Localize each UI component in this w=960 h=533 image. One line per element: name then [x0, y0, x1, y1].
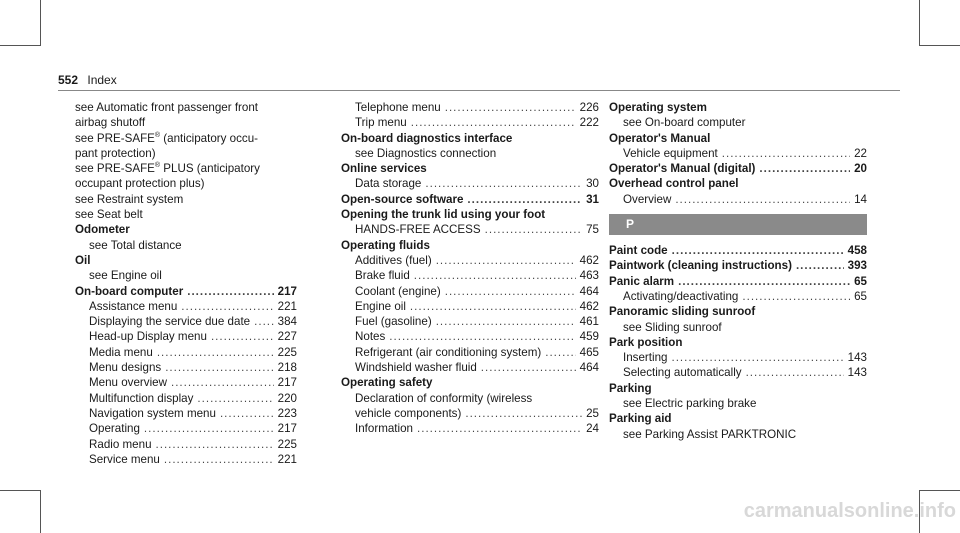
page-ref: 24	[586, 422, 599, 436]
entry-term: Assistance menu	[89, 299, 178, 313]
page-ref: 25	[586, 406, 599, 420]
index-entry	[75, 375, 297, 390]
page-ref: 463	[579, 269, 599, 283]
index-entry	[75, 421, 297, 436]
leader-dots	[722, 146, 850, 161]
index-entry	[341, 146, 599, 161]
leader-dots	[671, 350, 843, 365]
index-entry	[341, 115, 599, 130]
index-entry-heading	[609, 100, 867, 115]
index-entry-heading	[341, 131, 599, 146]
crop-mark	[919, 45, 960, 46]
index-column-2	[341, 100, 599, 437]
index-column-1	[75, 100, 297, 467]
index-entry	[75, 176, 297, 191]
leader-dots	[389, 329, 575, 344]
page-ref: 75	[586, 223, 599, 237]
entry-term: Operator's Manual	[609, 131, 711, 145]
leader-dots	[742, 289, 850, 304]
entry-term: see Automatic front passenger front	[75, 101, 259, 114]
entry-term: Engine oil	[355, 299, 406, 313]
index-entry	[341, 284, 599, 299]
entry-term: Activating/deactivating	[623, 289, 739, 303]
page-ref: 22	[854, 146, 867, 160]
watermark: carmanualsonline.info	[743, 500, 956, 522]
index-entry	[341, 222, 599, 237]
page-ref: 217	[277, 422, 297, 436]
page-ref: 220	[277, 391, 297, 405]
entry-term: Notes	[355, 330, 386, 344]
page-ref: 226	[579, 101, 599, 114]
leader-dots	[445, 100, 576, 115]
leader-dots	[165, 360, 273, 375]
page-ref: 14	[854, 192, 867, 206]
leader-dots	[144, 421, 274, 436]
entry-term: Operating system	[609, 101, 707, 114]
entry-term: Navigation system menu	[89, 406, 216, 420]
index-entry	[341, 406, 599, 421]
index-entry-heading	[609, 176, 867, 191]
entry-term: see Electric parking brake	[623, 397, 757, 411]
entry-term: Refrigerant (air conditioning system)	[355, 345, 542, 359]
entry-term: Coolant (engine)	[355, 284, 441, 298]
entry-term: Paint code	[609, 244, 668, 258]
index-entry-heading	[609, 161, 867, 176]
entry-term: On-board diagnostics interface	[341, 131, 513, 145]
page-ref: 223	[277, 406, 297, 420]
index-entry	[609, 192, 867, 207]
entry-term: Online services	[341, 162, 427, 176]
entry-term: Park position	[609, 335, 683, 349]
page-ref: 462	[579, 299, 599, 313]
index-entry	[75, 131, 297, 146]
entry-term: Information	[355, 422, 413, 436]
leader-dots	[465, 406, 582, 421]
page-header	[58, 73, 117, 87]
crop-mark	[0, 45, 41, 46]
index-entry	[75, 100, 297, 115]
index-column-3	[609, 100, 867, 442]
registered-mark: ®	[154, 162, 161, 170]
index-entry-heading	[609, 304, 867, 319]
entry-term: Telephone menu	[355, 101, 441, 114]
index-entry-heading	[341, 207, 599, 222]
entry-term: Panoramic sliding sunroof	[609, 305, 756, 319]
page-ref: 217	[277, 284, 297, 298]
page-ref: 458	[847, 244, 867, 258]
index-entry	[341, 314, 599, 329]
index-entry	[609, 289, 867, 304]
index-entry	[75, 391, 297, 406]
index-entry-heading	[75, 253, 297, 268]
page-ref: 464	[579, 284, 599, 298]
entry-term: Head-up Display menu	[89, 330, 207, 344]
page-ref: 221	[277, 452, 297, 466]
index-entry-heading	[341, 375, 599, 390]
entry-term: Menu designs	[89, 361, 162, 375]
index-entry	[341, 421, 599, 436]
leader-dots	[181, 299, 273, 314]
entry-term: Displaying the service due date	[89, 315, 251, 329]
entry-term: see Total distance	[89, 238, 182, 252]
page-ref: 65	[854, 274, 867, 288]
page-ref: 225	[277, 437, 297, 451]
leader-dots	[675, 192, 850, 207]
entry-term: airbag shutoff	[75, 116, 146, 130]
entry-term: Open-source software	[341, 192, 464, 206]
index-entry	[609, 396, 867, 411]
leader-dots	[411, 115, 576, 130]
leader-dots	[672, 243, 844, 258]
entry-term: Media menu	[89, 345, 153, 359]
index-entry-heading	[609, 274, 867, 289]
entry-term: see PRE-SAFE	[75, 162, 155, 176]
index-entry	[75, 345, 297, 360]
crop-mark	[40, 490, 41, 533]
entry-term: Oil	[75, 253, 91, 267]
index-entry	[341, 100, 599, 115]
leader-dots	[445, 284, 576, 299]
leader-dots	[436, 253, 576, 268]
page-ref: 143	[847, 366, 867, 380]
page-ref: 464	[579, 361, 599, 375]
entry-term: see On-board computer	[623, 116, 746, 130]
page-ref: 462	[579, 253, 599, 267]
crop-mark	[0, 490, 41, 491]
index-entry	[75, 161, 297, 176]
entry-term: pant protection)	[75, 146, 156, 160]
index-entry	[341, 391, 599, 406]
page-ref: 222	[579, 116, 599, 130]
leader-dots	[220, 406, 274, 421]
index-entry	[609, 427, 867, 442]
entry-term: see PRE-SAFE	[75, 131, 155, 145]
entry-term: Additives (fuel)	[355, 253, 432, 267]
entry-term: Fuel (gasoline)	[355, 315, 432, 329]
page-ref: 384	[277, 315, 297, 329]
index-entry	[341, 253, 599, 268]
entry-term: Inserting	[623, 351, 668, 365]
entry-term-cont: PLUS (anticipatory	[160, 162, 260, 176]
index-entry-heading	[609, 381, 867, 396]
entry-term: Multifunction display	[89, 391, 194, 405]
leader-dots	[796, 258, 844, 273]
entry-term: Overview	[623, 192, 672, 206]
entry-term: see Parking Assist PARKTRONIC	[623, 427, 797, 441]
leader-dots	[211, 329, 274, 344]
page-ref: 225	[277, 345, 297, 359]
index-entry-heading	[609, 411, 867, 426]
index-entry	[341, 176, 599, 191]
entry-term: Paintwork (cleaning instructions)	[609, 259, 792, 273]
index-entry	[75, 192, 297, 207]
index-entry	[75, 452, 297, 467]
index-entry	[75, 406, 297, 421]
registered-mark: ®	[154, 131, 161, 139]
entry-term: Trip menu	[355, 116, 407, 130]
entry-term: Vehicle equipment	[623, 146, 718, 160]
entry-term: Data storage	[355, 177, 422, 191]
entry-term: Radio menu	[89, 437, 152, 451]
entry-term: Selecting automatically	[623, 366, 742, 380]
leader-dots	[156, 437, 274, 452]
leader-dots	[164, 452, 274, 467]
letter-heading: P	[609, 214, 867, 235]
leader-dots	[425, 176, 582, 191]
page-ref: 65	[854, 289, 867, 303]
entry-term: Windshield washer fluid	[355, 361, 477, 375]
leader-dots	[485, 222, 582, 237]
entry-term: Opening the trunk lid using your foot	[341, 208, 546, 222]
page-ref: 461	[579, 315, 599, 329]
entry-term: Operator's Manual (digital)	[609, 162, 756, 176]
leader-dots	[481, 360, 576, 375]
entry-term: Operating safety	[341, 376, 433, 390]
entry-term: Overhead control panel	[609, 177, 739, 191]
leader-dots	[746, 365, 844, 380]
leader-dots	[171, 375, 274, 390]
entry-term: On-board computer	[75, 284, 184, 298]
index-entry	[75, 268, 297, 283]
leader-dots	[197, 391, 273, 406]
entry-term-cont: (anticipatory occu-	[160, 131, 259, 145]
index-entry	[609, 115, 867, 130]
entry-term: occupant protection plus)	[75, 177, 205, 191]
entry-term: Declaration of conformity (wireless	[355, 391, 533, 405]
index-entry-heading	[341, 161, 599, 176]
index-entry	[609, 350, 867, 365]
crop-mark	[919, 0, 920, 46]
entry-term: see Diagnostics connection	[355, 146, 497, 160]
entry-term: Parking aid	[609, 412, 672, 426]
entry-term: Service menu	[89, 452, 160, 466]
leader-dots	[417, 421, 582, 436]
index-entry-heading	[75, 284, 297, 299]
page-ref: 465	[579, 345, 599, 359]
index-entry	[75, 437, 297, 452]
index-entry-heading	[609, 335, 867, 350]
index-entry-heading	[341, 192, 599, 207]
leader-dots	[467, 192, 582, 207]
page-ref: 20	[854, 162, 867, 176]
index-entry	[341, 345, 599, 360]
index-entry	[75, 329, 297, 344]
page-number: 552	[58, 73, 79, 87]
header-rule	[58, 90, 900, 91]
entry-term: Menu overview	[89, 376, 167, 390]
index-entry	[75, 314, 297, 329]
entry-term: see Sliding sunroof	[623, 320, 722, 334]
entry-term: Operating fluids	[341, 238, 430, 252]
index-entry	[75, 360, 297, 375]
page-ref: 227	[277, 330, 297, 344]
index-entry	[609, 146, 867, 161]
section-title: Index	[87, 73, 117, 87]
entry-term: vehicle components)	[355, 406, 462, 420]
entry-term: see Restraint system	[75, 192, 184, 206]
entry-term: Panic alarm	[609, 274, 675, 288]
page-ref: 217	[277, 376, 297, 390]
page-ref: 393	[847, 259, 867, 273]
page-ref: 218	[277, 361, 297, 375]
index-entry	[609, 320, 867, 335]
leader-dots	[187, 284, 273, 299]
index-entry	[75, 299, 297, 314]
page-ref: 143	[847, 351, 867, 365]
index-entry	[341, 299, 599, 314]
leader-dots	[759, 161, 850, 176]
index-entry	[341, 329, 599, 344]
leader-dots	[436, 314, 576, 329]
leader-dots	[414, 268, 576, 283]
entry-term: see Seat belt	[75, 208, 143, 222]
page-ref: 459	[579, 330, 599, 344]
page-ref: 221	[277, 299, 297, 313]
entry-term: Brake fluid	[355, 269, 410, 283]
index-entry	[341, 360, 599, 375]
index-entry-heading	[609, 258, 867, 273]
page-ref: 30	[586, 177, 599, 191]
index-entry-heading	[609, 243, 867, 258]
leader-dots	[410, 299, 576, 314]
index-entry	[75, 146, 297, 161]
entry-term: Odometer	[75, 223, 130, 237]
entry-term: HANDS-FREE ACCESS	[355, 223, 481, 237]
leader-dots	[678, 274, 850, 289]
page-ref: 31	[586, 192, 599, 206]
entry-term: see Engine oil	[89, 269, 162, 283]
index-entry-heading	[609, 131, 867, 146]
leader-dots	[157, 345, 274, 360]
crop-mark	[40, 0, 41, 46]
index-entry	[75, 115, 297, 130]
index-entry-heading	[75, 222, 297, 237]
entry-term: Parking	[609, 381, 652, 395]
index-entry	[609, 365, 867, 380]
index-entry	[341, 268, 599, 283]
index-group-p	[609, 243, 867, 442]
crop-mark	[919, 490, 960, 491]
leader-dots	[254, 314, 274, 329]
index-entry	[75, 238, 297, 253]
index-group-o	[609, 100, 867, 207]
index-entry-heading	[341, 238, 599, 253]
leader-dots	[545, 345, 575, 360]
entry-term: Operating	[89, 422, 140, 436]
index-entry	[75, 207, 297, 222]
